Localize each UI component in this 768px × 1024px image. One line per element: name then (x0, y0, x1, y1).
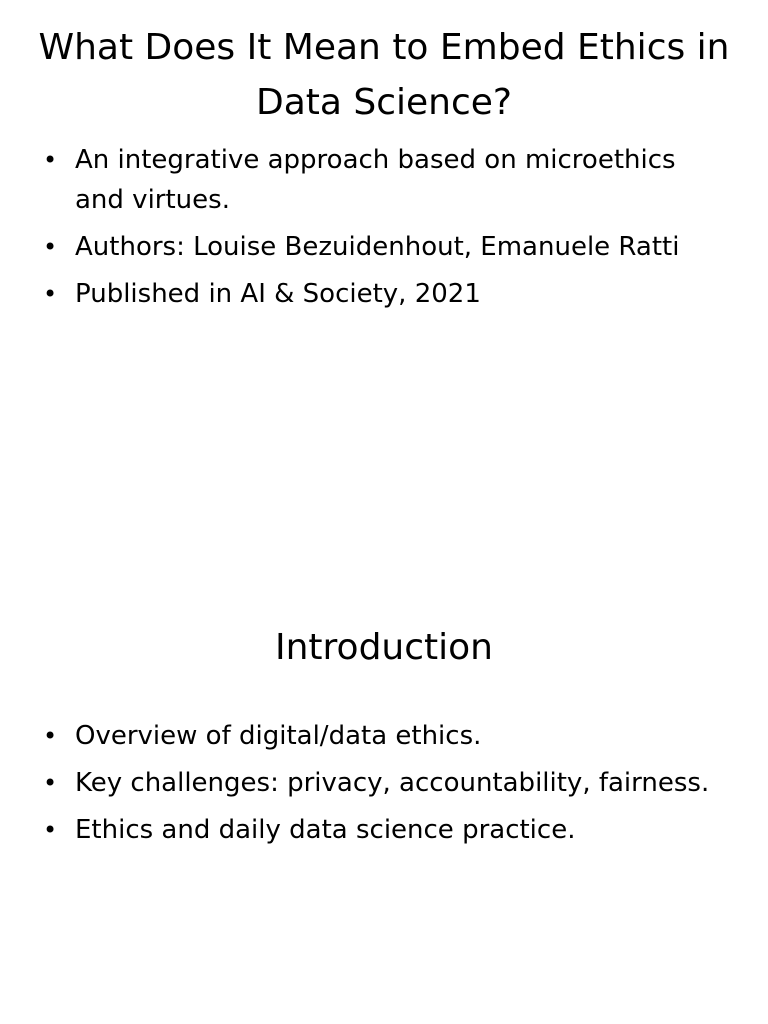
bullet-dot: • (43, 280, 58, 308)
bullet-item (40, 140, 730, 220)
bullet-text: Overview of digital/data ethics. (75, 721, 482, 751)
bullet-item (40, 810, 730, 850)
bullet-text: An integrative approach based on microethics and virtues. (75, 145, 676, 215)
bullet-item (40, 716, 730, 756)
bullet-item (40, 274, 730, 314)
bullet-text: Ethics and daily data science practice. (75, 815, 576, 845)
bullet-text: Published in AI & Society, 2021 (75, 279, 481, 309)
bullet-dot: • (43, 722, 58, 750)
bullet-dot: • (43, 769, 58, 797)
slide-introduction (0, 512, 768, 1024)
bullet-dot: • (43, 816, 58, 844)
bullet-dot: • (43, 233, 58, 261)
bullet-list (40, 716, 730, 857)
slide-title: What Does It Mean to Embed Ethics in Data Science? (38, 27, 730, 123)
bullet-list (40, 140, 730, 321)
bullet-item (40, 227, 730, 267)
bullet-dot: • (43, 146, 58, 174)
slide-title: Introduction (274, 627, 493, 668)
bullet-text: Authors: Louise Bezuidenhout, Emanuele Ratti (75, 232, 680, 262)
bullet-item (40, 763, 730, 803)
bullet-text: Key challenges: privacy, accountability, fairness. (75, 768, 710, 798)
